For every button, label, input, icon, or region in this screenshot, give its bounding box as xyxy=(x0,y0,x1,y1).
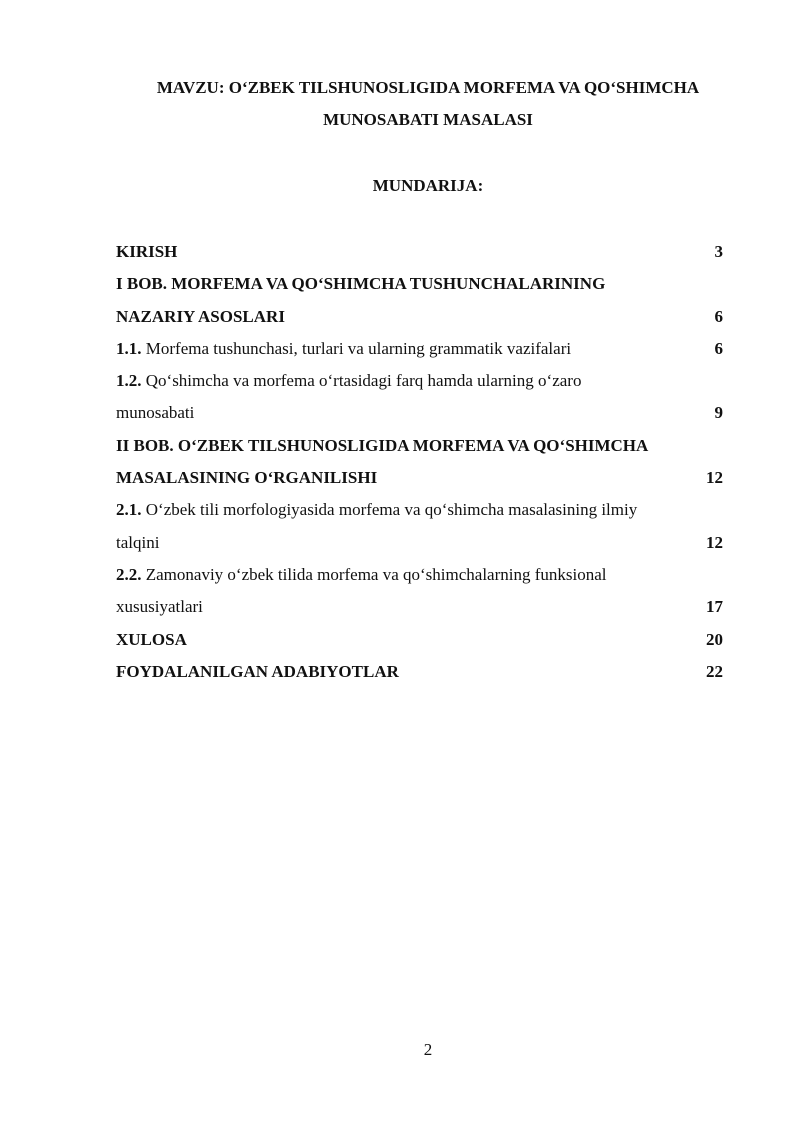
toc-entry-2-2-line2 xyxy=(116,591,723,623)
toc-entry-text: xususiyatlari xyxy=(116,597,203,617)
toc-page-number: 20 xyxy=(706,629,723,649)
toc-entry-bob1-line1 xyxy=(116,268,723,300)
toc-page-number: 12 xyxy=(706,468,723,488)
title-line-1: MAVZU: O‘ZBEK TILSHUNOSLIGIDA MORFEMA VA QO‘SHIMCHA xyxy=(156,78,700,97)
toc-entry-1-2-line2 xyxy=(116,397,723,429)
toc-page-number: 12 xyxy=(706,532,723,552)
toc-entry-text: MASALASINING O‘RGANILISHI xyxy=(116,468,378,488)
title-line-2: MUNOSABATI MASALASI xyxy=(323,110,533,129)
toc-entry-bob2-line1 xyxy=(116,430,723,462)
table-of-contents xyxy=(116,236,723,688)
toc-entry-text: Qo‘shimcha va morfema o‘rtasidagi farq hamda ularning o‘zaro xyxy=(145,371,582,391)
toc-page-number: 3 xyxy=(714,242,723,261)
toc-entry-text: II BOB. O‘ZBEK TILSHUNOSLIGIDA MORFEMA VA QO‘SHIMCHA xyxy=(116,435,649,455)
toc-entry-text: KIRISH xyxy=(116,242,178,261)
toc-entry-text: I BOB. MORFEMA VA QO‘SHIMCHA TUSHUNCHALARINING xyxy=(116,274,606,294)
toc-entry-text: Morfema tushunchasi, turlari va ularning grammatik vazifalari xyxy=(145,338,572,358)
toc-entry-1-1 xyxy=(116,333,723,365)
toc-page-number: 22 xyxy=(706,661,723,681)
toc-entry-2-2-line1 xyxy=(116,559,723,591)
toc-entry-2-1-line2 xyxy=(116,527,723,559)
toc-entry-bob1-line2 xyxy=(116,301,723,333)
toc-entry-1-2-line1 xyxy=(116,365,723,397)
toc-entry-text: talqini xyxy=(116,532,160,552)
section-number: 1.1. xyxy=(116,338,142,358)
toc-entry-text: NAZARIY ASOSLARI xyxy=(116,306,285,326)
section-number: 1.2. xyxy=(116,371,142,391)
section-number: 2.2. xyxy=(116,564,142,584)
toc-page-number: 6 xyxy=(714,338,723,358)
toc-page-number: 6 xyxy=(714,306,723,326)
toc-page-number: 9 xyxy=(714,403,723,423)
toc-entry-text: O‘zbek tili morfologiyasida morfema va qo‘shimcha masalasining ilmiy xyxy=(145,500,638,520)
toc-entry-bob2-line2 xyxy=(116,462,723,494)
toc-entry-adabiyotlar xyxy=(116,656,723,688)
toc-page-number: 17 xyxy=(706,597,723,617)
toc-entry-text: munosabati xyxy=(116,403,195,423)
page-number: 2 xyxy=(423,1040,433,1059)
toc-entry-text: XULOSA xyxy=(116,629,187,649)
contents-heading: MUNDARIJA: xyxy=(372,176,484,195)
section-number: 2.1. xyxy=(116,500,142,520)
document-title xyxy=(100,72,756,136)
toc-entry-xulosa xyxy=(116,624,723,656)
toc-entry-text: FOYDALANILGAN ADABIYOTLAR xyxy=(116,661,399,681)
toc-entry-text: Zamonaviy o‘zbek tilida morfema va qo‘shimchalarning funksional xyxy=(145,564,607,584)
toc-entry-2-1-line1 xyxy=(116,494,723,526)
toc-entry-kirish xyxy=(116,236,723,268)
